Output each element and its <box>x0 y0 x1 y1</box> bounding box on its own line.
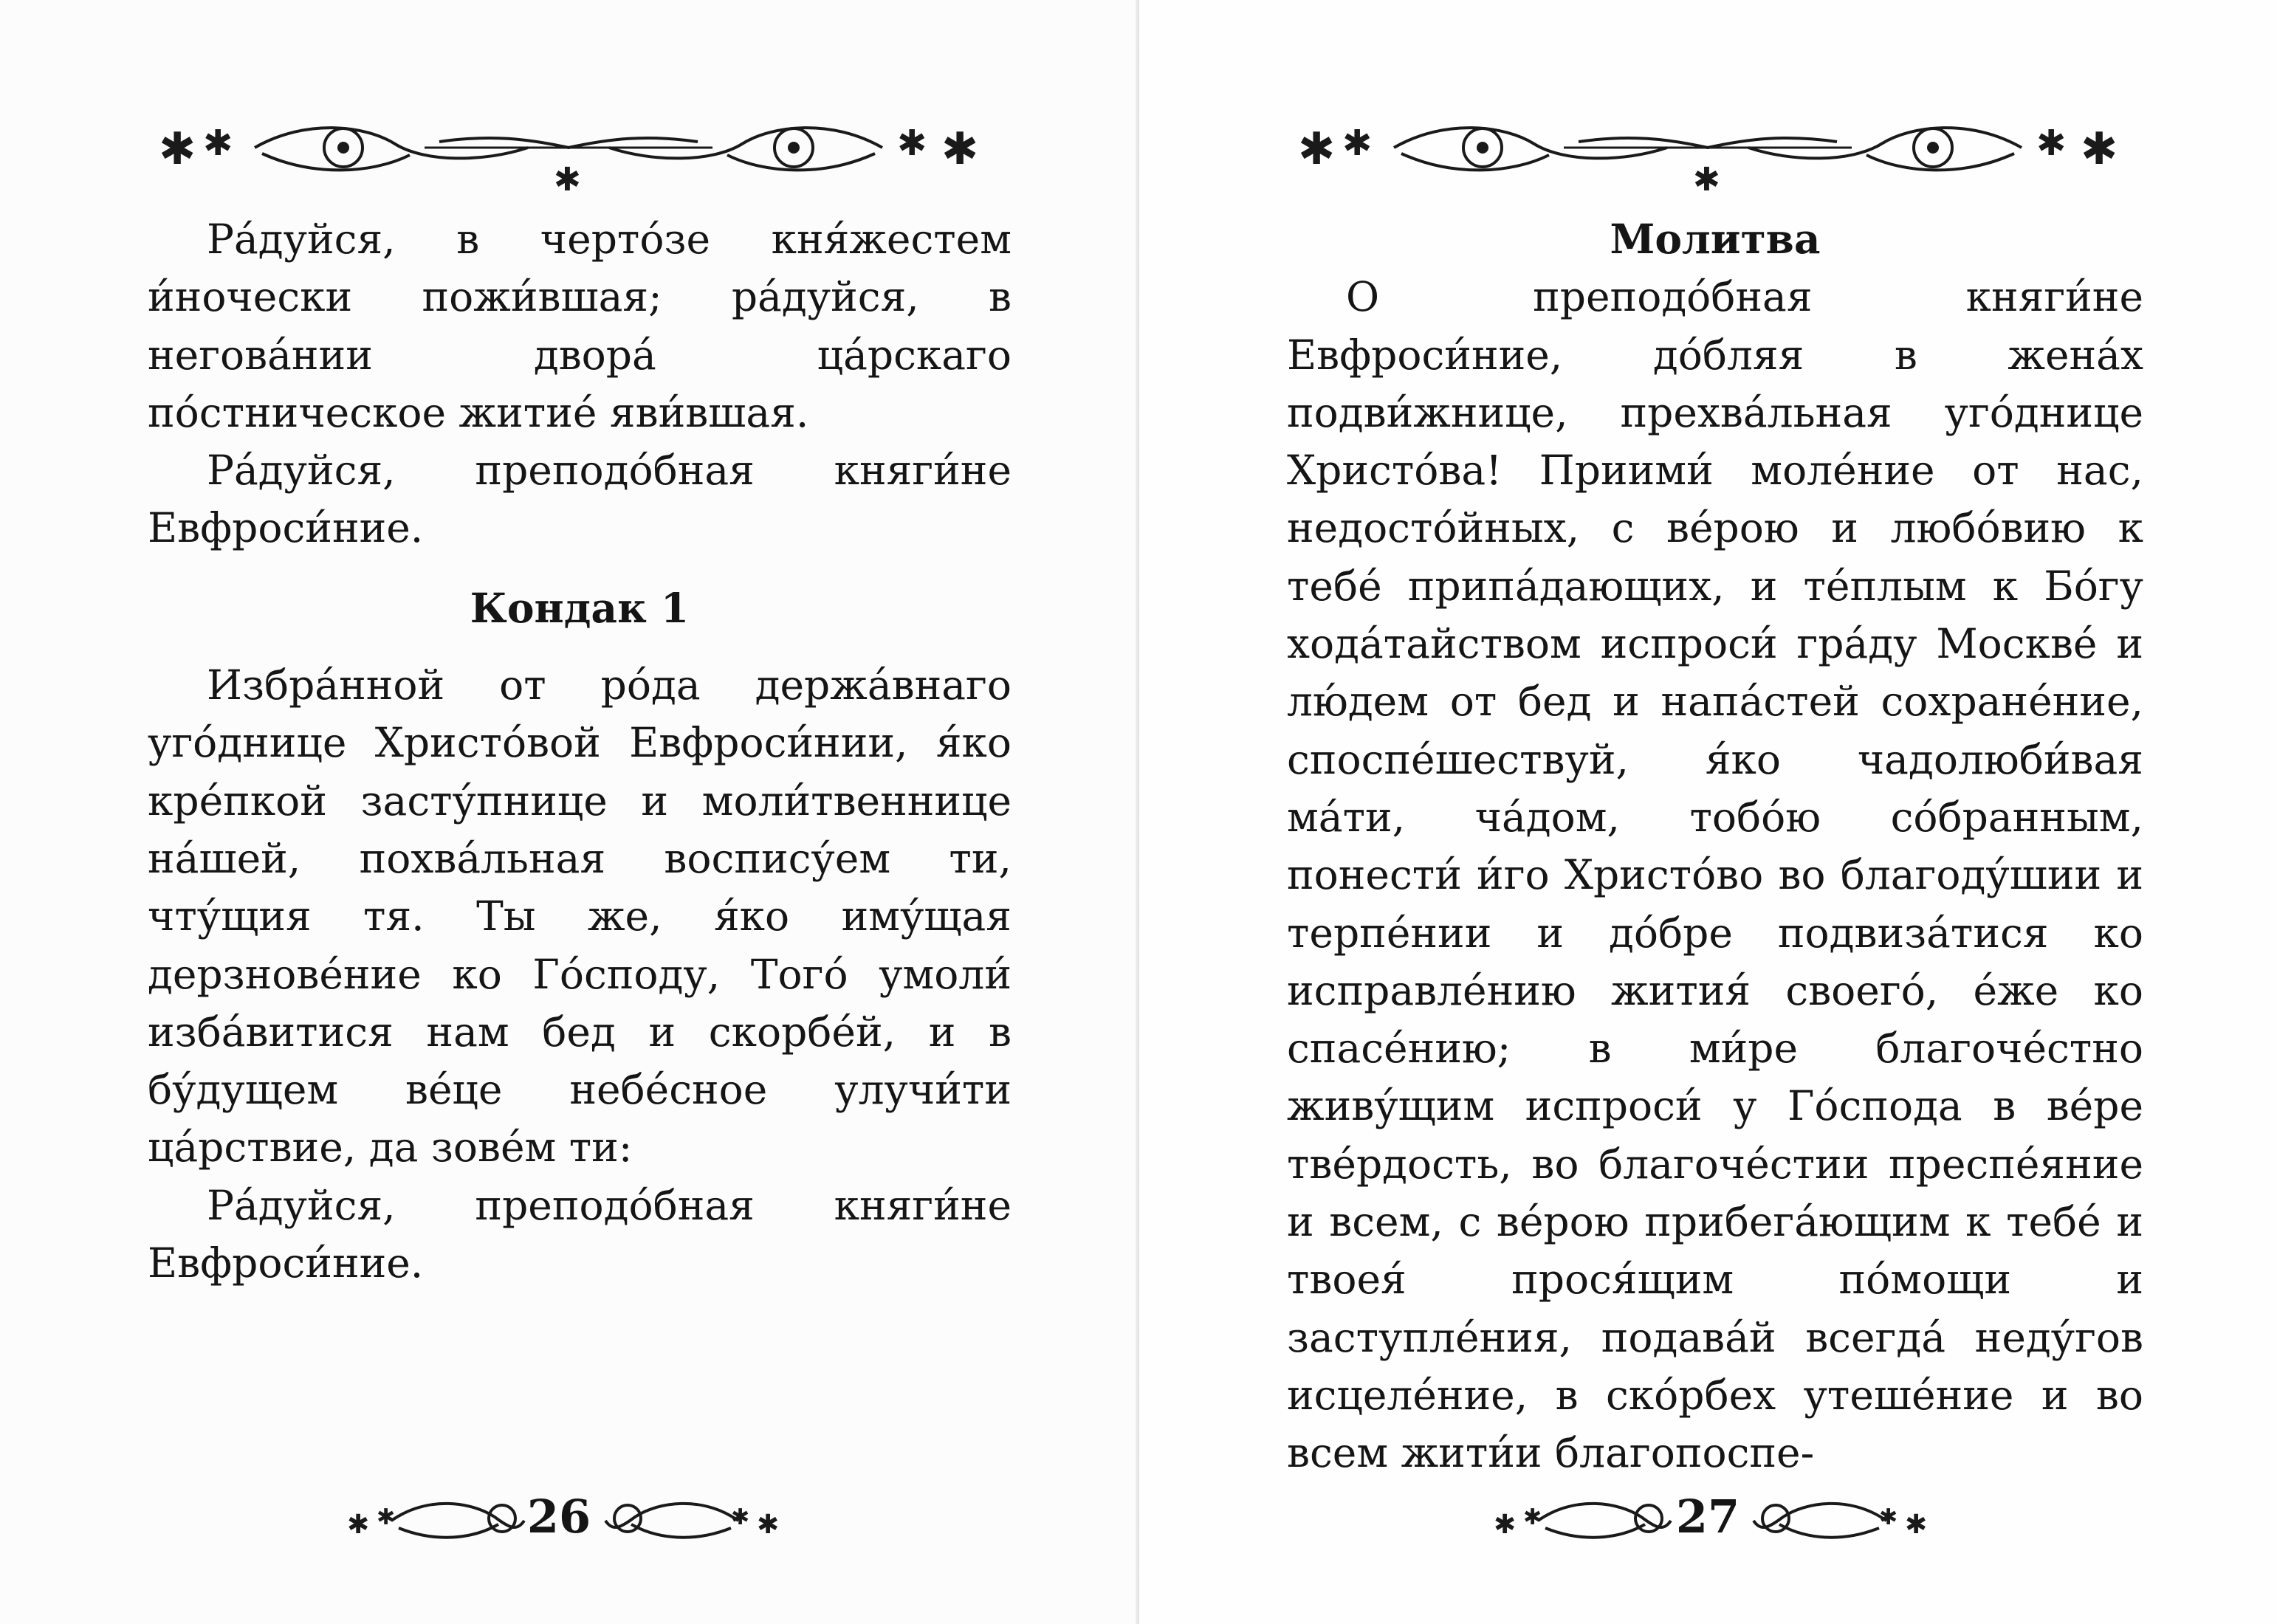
page-number: 27 <box>1675 1490 1740 1544</box>
paragraph: Ра́дуйся, преподо́бная княги́не Евфроси́ние. <box>148 1181 1012 1287</box>
svg-text:✱: ✱ <box>897 123 927 164</box>
left-page <box>0 0 1138 1624</box>
page-number: 26 <box>526 1490 591 1544</box>
footer-ornament-right-icon <box>1746 1487 1931 1546</box>
section-heading: Кондак 1 <box>470 583 690 632</box>
svg-text:✱: ✱ <box>941 123 979 175</box>
footer-ornament-left-icon <box>1494 1487 1678 1546</box>
svg-text:✱: ✱ <box>1298 123 1336 175</box>
svg-text:✱: ✱ <box>159 123 196 175</box>
svg-text:✱: ✱ <box>1523 1504 1542 1530</box>
footer-ornament-left-icon <box>347 1487 532 1546</box>
header-ornament-icon <box>144 103 993 192</box>
section-heading: Молитва <box>1610 215 1821 263</box>
svg-text:✱: ✱ <box>2036 123 2067 164</box>
right-text-block <box>1287 210 2143 1482</box>
paragraph: Избра́нной от ро́да держа́внаго уго́днице Христо́вой Евфроси́нии, я́ко кре́пкой засту́пнице и моли́твеннице на́шей, похва́льная воспису́ем ти, чту́щия тя. Ты же, я́ко иму́щая дерзнове́ние ко Го́споду, Того́ умоли́ изба́витися нам бед и скорбе́й, и в бу́дущем ве́це небе́сное улучи́ти ца́рствие, да зове́м ти: <box>148 661 1012 1171</box>
svg-text:✱: ✱ <box>554 161 581 192</box>
svg-text:✱: ✱ <box>347 1510 370 1540</box>
svg-text:✱: ✱ <box>1342 123 1373 164</box>
header-ornament-icon <box>1283 103 2132 192</box>
svg-text:✱: ✱ <box>1905 1510 1928 1540</box>
svg-text:✱: ✱ <box>1693 161 1720 192</box>
svg-text:✱: ✱ <box>2081 123 2118 175</box>
paragraph: Ра́дуйся, преподо́бная княги́не Евфроси́ние. <box>148 447 1012 552</box>
svg-text:✱: ✱ <box>1494 1510 1517 1540</box>
paragraph: О преподо́бная княги́не Евфроси́ние, до́бляя в жена́х подви́жнице, прехва́льная уго́днице Христо́ва! Приими́ моле́ние от нас, недосто́йных, с ве́рою и любо́вию к тебе́ припа́дающих, и те́плым к Бо́гу хода́тайством испроси́ гра́ду Москве́ и лю́дем от бед и напа́стей сохране́ние, споспе́шествуй, я́ко чадолюби́вая ма́ти, ча́дом, тобо́ю со́бранным, понести́ и́го Христо́во во благоду́шии и терпе́нии и до́бре подвиза́тися ко исправле́нию жития́ своего́, е́же ко спасе́нию; в ми́ре благоче́стно живу́щим испроси́ у Го́спода в ве́ре тве́рдость, во благоче́стии преспе́яние и всем, с ве́рою прибега́ющим к тебе́ и твоея́ прося́щим по́мощи и заступле́ния, подава́й всегда́ неду́гов исцеле́ние, в ско́рбех утеше́ние и во всем жити́и благопоспе- <box>1287 273 2143 1477</box>
svg-text:✱: ✱ <box>377 1504 396 1530</box>
paragraph: Ра́дуйся, в черто́зе кня́жестем и́ночески пожи́вшая; ра́дуйся, в негова́нии двора́ ца́рскаго по́стническое житие́ яви́вшая. <box>148 216 1012 436</box>
right-page <box>1139 0 2277 1624</box>
svg-text:✱: ✱ <box>731 1504 750 1530</box>
footer-ornament-right-icon <box>598 1487 783 1546</box>
svg-text:✱: ✱ <box>203 123 233 164</box>
svg-text:✱: ✱ <box>1879 1504 1898 1530</box>
svg-text:✱: ✱ <box>757 1510 780 1540</box>
left-text-block <box>148 210 1012 1292</box>
